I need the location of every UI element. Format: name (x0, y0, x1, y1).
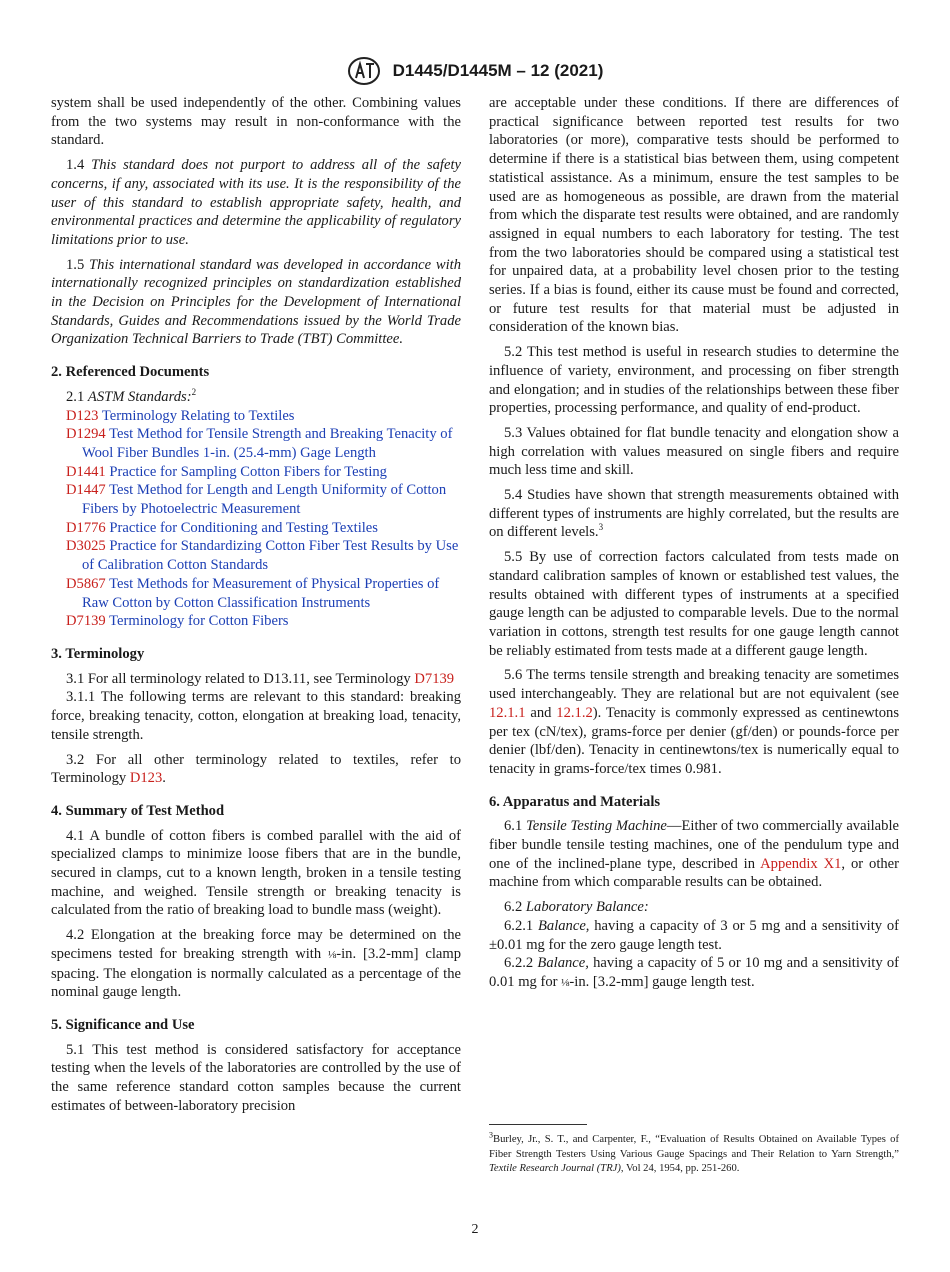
reference-item[interactable]: D5867 Test Methods for Measurement of Physical Properties of Raw Cotton by Cotton Classification Instruments (66, 575, 440, 611)
paragraph-2-1: 2.1 ASTM Standards:$^2$ (66, 386, 197, 405)
paragraph-3-2: 3.2 For all other terminology related to textiles, refer to Terminology D123. (51, 751, 461, 787)
paragraph-5-4: 5.4 Studies have shown that strength measurements obtained with different types of instruments are highly correlated, but the results are on different levels.$^3$ (489, 487, 899, 541)
section-heading-significance: 5. Significance and Use (51, 1016, 195, 1033)
footnote-ref[interactable]: 3 (598, 522, 604, 533)
reference-item[interactable]: D1447 Test Method for Length and Length Uniformity of Cotton Fibers by Photoelectric Measurement (66, 482, 447, 518)
link-d123[interactable]: D123 (129, 770, 163, 787)
reference-list (51, 407, 461, 631)
paragraph-6-1: 6.1 Tensile Testing Machine—Either of two commercially available fiber bundle tensile testing machines, one of the pendulum type and one of the inclined-plane type, described in Appendix X1, or other machine from which comparable results can be obtained. (489, 818, 900, 891)
reference-item[interactable]: D3025 Practice for Standardizing Cotton Fiber Test Results by Use of Calibration Cotton Standards (66, 538, 459, 574)
link-d7139[interactable]: D7139 (414, 670, 455, 687)
reference-item[interactable]: D123 Terminology Relating to Textiles (66, 407, 295, 424)
section-heading-apparatus: 6. Apparatus and Materials (489, 793, 661, 810)
paragraph-6-2: 6.2 Laboratory Balance: (504, 899, 649, 916)
paragraph-5-5: 5.5 By use of correction factors calculated from tests made on standard calibration samples of known or established test values, the results obtained with different types of instruments at a specified gauge length can be adjusted to comparable levels. Due to the normal variation in cottons, strength test results for one gauge length cannot be reliably estimated from tests made at a different gauge length. (489, 549, 899, 659)
page-number: 2 (471, 1222, 479, 1237)
paragraph-1-5: 1.5 This international standard was developed in accordance with internationally recognized principles on standardization established in the Decision on Principles for the Development of International Standards, Guides and Recommendations issued by the World Trade Organization Technical Barriers to Trade (TBT) Committee. (51, 256, 462, 348)
section-heading-summary: 4. Summary of Test Method (51, 802, 225, 819)
paragraph-1-4: 1.4 This standard does not purport to address all of the safety concerns, if any, associated with its use. It is the responsibility of the user of this standard to establish appropriate safety, health, and environmental practices and determine the applicability of regulatory limitations prior to use. (51, 157, 461, 248)
right-column (489, 94, 899, 993)
paragraph-3-1: 3.1 For all terminology related to D13.11, see Terminology D7139 (66, 670, 455, 687)
paragraph-4-2: 4.2 Elongation at the breaking force may be determined on the specimens tested for breaking strength with ⅛-in. [3.2-mm] clamp spacing. The elongation is normally calculated as a percentage of the nominal gauge length. (51, 927, 461, 1001)
section-heading-terminology: 3. Terminology (51, 645, 145, 662)
reference-item[interactable]: D1294 Test Method for Tensile Strength and Breaking Tenacity of Wool Fiber Bundles 1-in. (25.4-mm) Gage Length (66, 426, 453, 461)
paragraph-5-1: 5.1 This test method is considered satisfactory for acceptance testing when the levels of the laboratories are controlled by the use of the same reference standard cotton samples because the current estimates of between-laboratory precision (51, 1041, 461, 1114)
paragraph-5-6: 5.6 The terms tensile strength and breaking tenacity are sometimes used interchangeably. They are relational but are not equivalent (see 12.1.1 and 12.1.2). Tenacity is commonly expressed as centinewtons per tex (cN/tex), grams-force per denier (gf/den) or pounds-force per denier (lbf/den). Tenacity in centinewtons/tex is numerically equal to tenacity in grams-force/tex times 0.981. (489, 667, 899, 777)
astm-logo-icon (347, 56, 381, 86)
page-header (0, 56, 950, 86)
left-column (51, 94, 461, 1121)
paragraph-6-2-1: 6.2.1 Balance, having a capacity of 3 or 5 mg and a sensitivity of ±0.01 mg for the zero gauge length test. (489, 917, 899, 953)
reference-item[interactable]: D1776 Practice for Conditioning and Testing Textiles (66, 519, 378, 536)
footnote-3: $^3$Burley, Jr., S. T., and Carpenter, F., “Evaluation of Results Obtained on Available Types of Fiber Strength Testers Using Various Gauge Spacings and Their Relation to Yarn Strength,” Textile Research Journal (TRJ), Vol 24, 1954, pp. 251-260. (489, 1130, 899, 1175)
link-12-1-1[interactable]: 12.1.1 (489, 704, 526, 721)
footnote-divider (489, 1124, 587, 1125)
paragraph-3-1-1: 3.1.1 The following terms are relevant to this standard: breaking force, breaking tenacity, cotton, elongation at breaking load, tenacity, tensile strength. (51, 689, 461, 743)
paragraph-6-2-2: 6.2.2 Balance, having a capacity of 5 or 10 mg and a sensitivity of 0.01 mg for ⅛-in. [3.2-mm] gauge length test. (489, 955, 899, 990)
paragraph-5-1-continued: are acceptable under these conditions. If there are differences of practical significance between reported test results for two laboratories (or more), comparative tests should be performed to determine if there is a statistical bias between them, using competent statistical assistance. As a minimum, ensure the test samples to be used are as homogeneous as possible, are drawn from the material from which the disparate test results were obtained, and are randomly assigned in equal numbers to each laboratory for testing. The test from the two laboratories should be compared using a statistical test for unpaired data, at a probability level chosen prior to the testing series. If a bias is found, either its cause must be found and corrected, or future test results for that material must be adjusted in consideration of the known bias. (489, 95, 899, 336)
standard-designation: D1445/D1445M – 12 (2021) (392, 61, 604, 80)
link-appendix-x1[interactable]: Appendix X1 (760, 855, 842, 872)
reference-item[interactable]: D1441 Practice for Sampling Cotton Fibers for Testing (66, 463, 387, 480)
paragraph-5-3: 5.3 Values obtained for flat bundle tenacity and elongation show a high correlation with values measured on single fibers and require much less time and skill. (489, 424, 899, 479)
link-12-1-2[interactable]: 12.1.2 (556, 704, 593, 721)
reference-item[interactable]: D7139 Terminology for Cotton Fibers (66, 613, 289, 630)
paragraph-4-1: 4.1 A bundle of cotton fibers is combed parallel with the aid of specialized clamps to minimize loose fibers that are in the bundle, secured in clamps, cut to a known length, broken in a tensile testing machine, and weighed. Tensile strength or breaking tenacity is calculated from the ratio of breaking load to bundle mass (weight). (51, 827, 461, 919)
section-heading-referenced-documents: 2. Referenced Documents (51, 364, 210, 381)
paragraph-intro-continued: system shall be used independently of the other. Combining values from the two systems may result in non-conformance with the standard. (51, 95, 461, 149)
paragraph-5-2: 5.2 This test method is useful in research studies to determine the influence of variety, environment, and processing on fiber strength and elongation; and in studies of the relationships between these fiber properties, processing performance, and quality of end-product. (489, 344, 899, 417)
